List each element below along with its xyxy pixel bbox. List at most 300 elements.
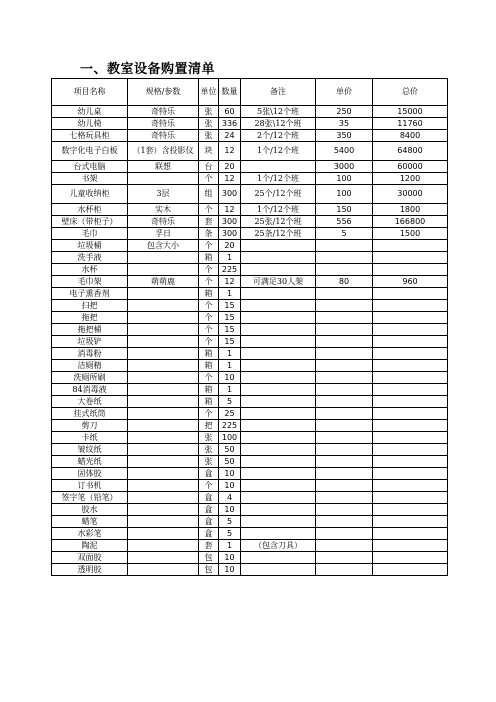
table-cell bbox=[316, 360, 373, 372]
table-cell bbox=[128, 516, 199, 528]
table-cell bbox=[316, 312, 373, 324]
table-cell bbox=[128, 288, 199, 300]
table-cell bbox=[373, 324, 448, 336]
table-row bbox=[52, 185, 448, 204]
table-cell bbox=[128, 540, 199, 552]
table-cell: 张 bbox=[199, 432, 219, 444]
column-header: 数量 bbox=[219, 79, 241, 106]
table-cell: 个 bbox=[199, 264, 219, 276]
table-cell bbox=[241, 516, 316, 528]
table-cell bbox=[128, 456, 199, 468]
table-cell bbox=[373, 252, 448, 264]
table-cell bbox=[316, 372, 373, 384]
table-cell: 50 bbox=[219, 456, 241, 468]
table-cell: 150 bbox=[316, 204, 373, 216]
table-cell: 块 bbox=[199, 142, 219, 161]
table-cell bbox=[373, 456, 448, 468]
table-cell: 个 bbox=[199, 276, 219, 288]
table-cell bbox=[373, 528, 448, 540]
table-cell: 联想 bbox=[128, 161, 199, 173]
table-cell bbox=[316, 396, 373, 408]
table-row bbox=[52, 420, 448, 432]
table-cell: 20 bbox=[219, 161, 241, 173]
table-cell bbox=[316, 444, 373, 456]
table-row bbox=[52, 173, 448, 185]
table-cell bbox=[241, 432, 316, 444]
table-cell: 盒 bbox=[199, 492, 219, 504]
table-row bbox=[52, 504, 448, 516]
table-row bbox=[52, 228, 448, 240]
table-cell bbox=[316, 492, 373, 504]
table-cell: 5 bbox=[219, 528, 241, 540]
table-cell: 包 bbox=[199, 564, 219, 576]
table-cell bbox=[316, 336, 373, 348]
table-cell bbox=[128, 252, 199, 264]
table-cell: 蜡笔 bbox=[52, 516, 128, 528]
table-cell bbox=[128, 372, 199, 384]
table-cell: 1200 bbox=[373, 173, 448, 185]
table-cell: 15 bbox=[219, 336, 241, 348]
table-row bbox=[52, 276, 448, 288]
table-row bbox=[52, 468, 448, 480]
table-cell: 336 bbox=[219, 118, 241, 130]
table-cell: 3层 bbox=[128, 185, 199, 204]
table-cell bbox=[373, 492, 448, 504]
column-header: 总价 bbox=[373, 79, 448, 106]
table-cell bbox=[373, 552, 448, 564]
table-cell: 个 bbox=[199, 324, 219, 336]
table-row bbox=[52, 130, 448, 142]
table-cell: 个 bbox=[199, 204, 219, 216]
table-cell: 皱纹纸 bbox=[52, 444, 128, 456]
table-cell: 壁床（带柜子） bbox=[52, 216, 128, 228]
table-cell: 64800 bbox=[373, 142, 448, 161]
table-cell: 幼儿桌 bbox=[52, 106, 128, 118]
column-header: 单价 bbox=[316, 79, 373, 106]
table-row bbox=[52, 372, 448, 384]
table-cell bbox=[241, 420, 316, 432]
table-cell: 60000 bbox=[373, 161, 448, 173]
table-cell: 孚日 bbox=[128, 228, 199, 240]
table-cell bbox=[241, 456, 316, 468]
table-cell: 张 bbox=[199, 444, 219, 456]
table-cell: 25条/12个班 bbox=[241, 228, 316, 240]
table-cell bbox=[316, 528, 373, 540]
table-cell: （1套）含投影仪 bbox=[128, 142, 199, 161]
table-cell bbox=[241, 372, 316, 384]
table-cell bbox=[316, 564, 373, 576]
table-cell: 拖把桶 bbox=[52, 324, 128, 336]
table-cell bbox=[241, 396, 316, 408]
table-row bbox=[52, 552, 448, 564]
table-cell: 1 bbox=[219, 384, 241, 396]
table-row bbox=[52, 324, 448, 336]
table-cell bbox=[373, 360, 448, 372]
table-cell: 个 bbox=[199, 408, 219, 420]
table-cell bbox=[373, 420, 448, 432]
table-cell: 毛巾架 bbox=[52, 276, 128, 288]
table-row bbox=[52, 348, 448, 360]
table-cell: 箱 bbox=[199, 384, 219, 396]
table-cell: 奇特乐 bbox=[128, 118, 199, 130]
table-cell: 15 bbox=[219, 324, 241, 336]
table-cell bbox=[373, 396, 448, 408]
table-cell: 350 bbox=[316, 130, 373, 142]
table-cell bbox=[316, 252, 373, 264]
table-cell bbox=[128, 312, 199, 324]
table-cell bbox=[241, 336, 316, 348]
table-cell: 5 bbox=[219, 516, 241, 528]
table-cell: 12 bbox=[219, 276, 241, 288]
table-cell: 垃圾铲 bbox=[52, 336, 128, 348]
table-row bbox=[52, 432, 448, 444]
table-cell: 水杯 bbox=[52, 264, 128, 276]
table-cell bbox=[316, 264, 373, 276]
table-cell: 10 bbox=[219, 552, 241, 564]
table-cell bbox=[241, 504, 316, 516]
table-cell: 1800 bbox=[373, 204, 448, 216]
table-cell bbox=[241, 312, 316, 324]
table-cell: 箱 bbox=[199, 360, 219, 372]
table-cell: 水杯柜 bbox=[52, 204, 128, 216]
table-cell: 陶泥 bbox=[52, 540, 128, 552]
table-cell bbox=[128, 360, 199, 372]
table-row bbox=[52, 264, 448, 276]
table-cell bbox=[373, 504, 448, 516]
table-cell: 1 bbox=[219, 252, 241, 264]
table-cell bbox=[316, 300, 373, 312]
table-cell: 盒 bbox=[199, 504, 219, 516]
table-cell bbox=[241, 360, 316, 372]
table-cell bbox=[316, 408, 373, 420]
table-cell bbox=[316, 324, 373, 336]
table-row bbox=[52, 161, 448, 173]
table-cell bbox=[128, 336, 199, 348]
table-cell: 12 bbox=[219, 173, 241, 185]
table-cell bbox=[128, 264, 199, 276]
table-cell: 可满足30人架 bbox=[241, 276, 316, 288]
table-cell: 15000 bbox=[373, 106, 448, 118]
table-cell bbox=[316, 240, 373, 252]
table-cell: 洁厕精 bbox=[52, 360, 128, 372]
table-cell: 箱 bbox=[199, 252, 219, 264]
table-cell: 1个/12个班 bbox=[241, 204, 316, 216]
table-cell: 1 bbox=[219, 348, 241, 360]
table-cell: 个 bbox=[199, 480, 219, 492]
table-cell: 10 bbox=[219, 504, 241, 516]
table-row bbox=[52, 118, 448, 130]
table-cell: 100 bbox=[219, 432, 241, 444]
table-cell: 100 bbox=[316, 173, 373, 185]
table-cell: 盒 bbox=[199, 528, 219, 540]
page-title: 一、教室设备购置清单 bbox=[80, 62, 216, 77]
table-row bbox=[52, 540, 448, 552]
table-cell: 35 bbox=[316, 118, 373, 130]
table-cell: 垃圾桶 bbox=[52, 240, 128, 252]
table-cell bbox=[241, 444, 316, 456]
table-cell: 包 bbox=[199, 552, 219, 564]
table-cell: 5400 bbox=[316, 142, 373, 161]
table-cell bbox=[316, 420, 373, 432]
table-cell: 2个/12个班 bbox=[241, 130, 316, 142]
table-header-row bbox=[52, 79, 448, 106]
table-cell: 300 bbox=[219, 185, 241, 204]
table-cell bbox=[316, 288, 373, 300]
table-body bbox=[52, 106, 448, 576]
table-row bbox=[52, 216, 448, 228]
table-cell: 洗手液 bbox=[52, 252, 128, 264]
table-cell: 1 bbox=[219, 288, 241, 300]
table-cell: 1个/12个班 bbox=[241, 173, 316, 185]
table-cell: 固体胶 bbox=[52, 468, 128, 480]
table-cell bbox=[373, 480, 448, 492]
table-cell: 个 bbox=[199, 372, 219, 384]
table-cell bbox=[128, 444, 199, 456]
table-cell bbox=[128, 348, 199, 360]
table-row bbox=[52, 204, 448, 216]
table-cell: 100 bbox=[316, 185, 373, 204]
table-cell: （包含刀具） bbox=[241, 540, 316, 552]
table-cell bbox=[241, 564, 316, 576]
table-cell: 3000 bbox=[316, 161, 373, 173]
table-cell: 1 bbox=[219, 540, 241, 552]
table-cell: 卡纸 bbox=[52, 432, 128, 444]
table-cell bbox=[128, 384, 199, 396]
table-cell: 25个/12个班 bbox=[241, 185, 316, 204]
table-cell bbox=[128, 492, 199, 504]
table-cell bbox=[241, 288, 316, 300]
table-cell: 225 bbox=[219, 264, 241, 276]
table-cell bbox=[373, 240, 448, 252]
table-cell: 556 bbox=[316, 216, 373, 228]
table-cell bbox=[316, 432, 373, 444]
table-cell bbox=[316, 504, 373, 516]
table-cell: 套 bbox=[199, 540, 219, 552]
table-cell: 实木 bbox=[128, 204, 199, 216]
table-cell: 奇特乐 bbox=[128, 216, 199, 228]
table-cell: 个 bbox=[199, 336, 219, 348]
table-cell bbox=[373, 348, 448, 360]
table-cell bbox=[241, 240, 316, 252]
table-cell: 水彩笔 bbox=[52, 528, 128, 540]
table-cell: 奇特乐 bbox=[128, 106, 199, 118]
table-cell: 消毒粉 bbox=[52, 348, 128, 360]
table-cell: 张 bbox=[199, 456, 219, 468]
table-cell bbox=[128, 564, 199, 576]
table-cell bbox=[373, 432, 448, 444]
table-cell: 30000 bbox=[373, 185, 448, 204]
table-cell bbox=[373, 384, 448, 396]
table-cell bbox=[373, 408, 448, 420]
table-cell bbox=[373, 468, 448, 480]
table-cell: 960 bbox=[373, 276, 448, 288]
table-cell: 1个/12个班 bbox=[241, 142, 316, 161]
table-cell: 台 bbox=[199, 161, 219, 173]
table-cell: 套 bbox=[199, 216, 219, 228]
table-cell: 5 bbox=[219, 396, 241, 408]
table-row bbox=[52, 252, 448, 264]
table-row bbox=[52, 360, 448, 372]
table-cell: 166800 bbox=[373, 216, 448, 228]
table-cell: 台式电脑 bbox=[52, 161, 128, 173]
table-cell bbox=[373, 288, 448, 300]
table-cell: 胶水 bbox=[52, 504, 128, 516]
table-cell: 张 bbox=[199, 106, 219, 118]
table-cell: 大卷纸 bbox=[52, 396, 128, 408]
table-cell bbox=[373, 300, 448, 312]
table-cell: 组 bbox=[199, 185, 219, 204]
table-cell: 10 bbox=[219, 564, 241, 576]
table-cell bbox=[241, 528, 316, 540]
table-cell: 5 bbox=[316, 228, 373, 240]
table-cell bbox=[373, 516, 448, 528]
table-cell: 七格玩具柜 bbox=[52, 130, 128, 142]
column-header: 规格/参数 bbox=[128, 79, 199, 106]
table-cell: 8400 bbox=[373, 130, 448, 142]
table-cell: 数字化电子白板 bbox=[52, 142, 128, 161]
table-cell: 个 bbox=[199, 240, 219, 252]
table-cell: 书架 bbox=[52, 173, 128, 185]
table-cell bbox=[128, 396, 199, 408]
column-header: 备注 bbox=[241, 79, 316, 106]
table-cell: 扫把 bbox=[52, 300, 128, 312]
table-cell bbox=[241, 161, 316, 173]
table-cell bbox=[241, 552, 316, 564]
table-cell: 24 bbox=[219, 130, 241, 142]
table-cell: 盒 bbox=[199, 516, 219, 528]
table-cell: 箱 bbox=[199, 396, 219, 408]
table-row bbox=[52, 444, 448, 456]
table-cell bbox=[128, 324, 199, 336]
table-row bbox=[52, 336, 448, 348]
table-cell: 个 bbox=[199, 173, 219, 185]
table-cell bbox=[241, 252, 316, 264]
table-row bbox=[52, 528, 448, 540]
table-cell bbox=[316, 552, 373, 564]
table-cell: 萌萌鹿 bbox=[128, 276, 199, 288]
table-cell bbox=[128, 528, 199, 540]
column-header: 项目名称 bbox=[52, 79, 128, 106]
table-cell bbox=[241, 492, 316, 504]
table-cell bbox=[373, 336, 448, 348]
table-cell bbox=[241, 408, 316, 420]
table-cell: 剪刀 bbox=[52, 420, 128, 432]
table-cell: 25张/12个班 bbox=[241, 216, 316, 228]
table-cell: 张 bbox=[199, 130, 219, 142]
table-cell bbox=[241, 324, 316, 336]
table-cell bbox=[128, 468, 199, 480]
table-cell: 个 bbox=[199, 312, 219, 324]
column-header: 单位 bbox=[199, 79, 219, 106]
table-cell bbox=[128, 173, 199, 185]
table-cell: 10 bbox=[219, 468, 241, 480]
table-cell: 签字笔（铅笔） bbox=[52, 492, 128, 504]
equipment-table bbox=[51, 78, 448, 576]
table-cell: 奇特乐 bbox=[128, 130, 199, 142]
table-cell: 80 bbox=[316, 276, 373, 288]
table-cell bbox=[128, 432, 199, 444]
table-cell bbox=[316, 384, 373, 396]
table-cell: 12 bbox=[219, 204, 241, 216]
table-row bbox=[52, 300, 448, 312]
table-cell bbox=[128, 300, 199, 312]
table-cell: 12 bbox=[219, 142, 241, 161]
table-cell: 20 bbox=[219, 240, 241, 252]
table-cell bbox=[373, 540, 448, 552]
table-cell: 250 bbox=[316, 106, 373, 118]
table-row bbox=[52, 564, 448, 576]
table-cell: 包含大小 bbox=[128, 240, 199, 252]
table-cell: 透明胶 bbox=[52, 564, 128, 576]
table-cell bbox=[373, 444, 448, 456]
table-cell: 订书机 bbox=[52, 480, 128, 492]
table-cell: 个 bbox=[199, 300, 219, 312]
table-cell: 1 bbox=[219, 360, 241, 372]
table-cell bbox=[241, 300, 316, 312]
table-cell: 25 bbox=[219, 408, 241, 420]
table-cell bbox=[241, 384, 316, 396]
table-cell bbox=[373, 372, 448, 384]
table-cell bbox=[373, 564, 448, 576]
table-cell bbox=[128, 420, 199, 432]
table-cell: 条 bbox=[199, 228, 219, 240]
table-cell: 电子熏香剂 bbox=[52, 288, 128, 300]
table-cell: 28张\12个班 bbox=[241, 118, 316, 130]
table-cell bbox=[316, 516, 373, 528]
table-cell bbox=[128, 504, 199, 516]
table-cell: 5张\12个班 bbox=[241, 106, 316, 118]
table-cell bbox=[241, 468, 316, 480]
table-cell bbox=[128, 552, 199, 564]
table-cell: 挂式纸筒 bbox=[52, 408, 128, 420]
table-cell: 1500 bbox=[373, 228, 448, 240]
table-cell: 盒 bbox=[199, 468, 219, 480]
table-cell bbox=[316, 540, 373, 552]
table-row bbox=[52, 312, 448, 324]
table-cell: 15 bbox=[219, 312, 241, 324]
table-row bbox=[52, 384, 448, 396]
table-cell: 15 bbox=[219, 300, 241, 312]
table-cell: 225 bbox=[219, 420, 241, 432]
table-cell: 10 bbox=[219, 372, 241, 384]
table-cell: 300 bbox=[219, 216, 241, 228]
table-cell bbox=[316, 468, 373, 480]
table-cell: 箱 bbox=[199, 288, 219, 300]
table-cell: 蜡光纸 bbox=[52, 456, 128, 468]
table-cell bbox=[316, 480, 373, 492]
table-cell: 拖把 bbox=[52, 312, 128, 324]
table-cell bbox=[241, 264, 316, 276]
table-row bbox=[52, 288, 448, 300]
table-cell: 把 bbox=[199, 420, 219, 432]
table-row bbox=[52, 106, 448, 118]
table-cell: 幼儿椅 bbox=[52, 118, 128, 130]
table-row bbox=[52, 396, 448, 408]
table-cell: 儿童收纳柜 bbox=[52, 185, 128, 204]
table-cell bbox=[316, 456, 373, 468]
table-cell: 10 bbox=[219, 480, 241, 492]
table-cell: 300 bbox=[219, 228, 241, 240]
table-row bbox=[52, 240, 448, 252]
table-cell bbox=[373, 264, 448, 276]
table-row bbox=[52, 456, 448, 468]
table-cell: 50 bbox=[219, 444, 241, 456]
table-cell: 60 bbox=[219, 106, 241, 118]
table-cell: 张 bbox=[199, 118, 219, 130]
table-cell bbox=[128, 408, 199, 420]
table-row bbox=[52, 492, 448, 504]
table-cell bbox=[128, 480, 199, 492]
